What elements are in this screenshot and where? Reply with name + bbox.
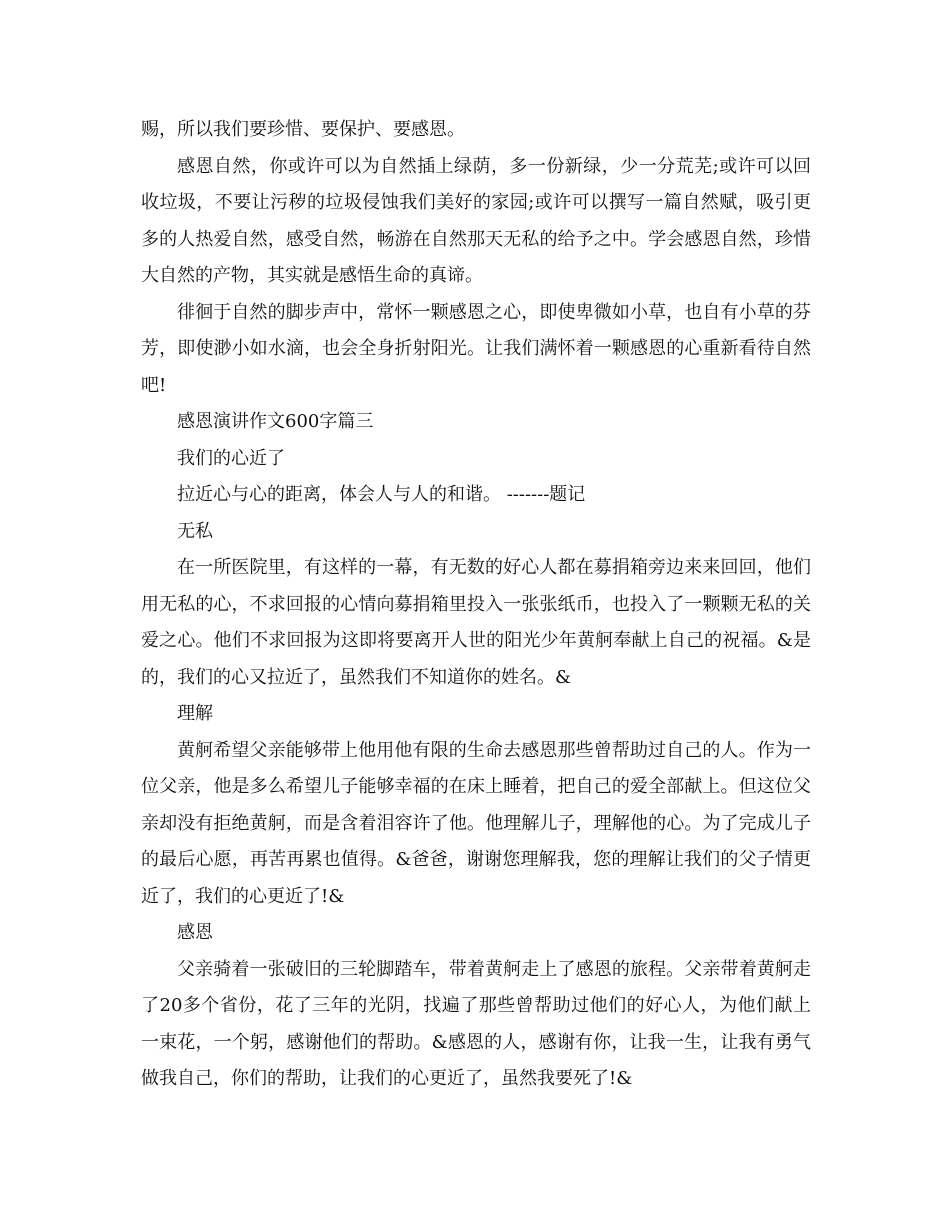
subheading-understanding: 理解 xyxy=(177,703,213,724)
subheading-gratitude: 感恩 xyxy=(177,922,213,943)
document-body xyxy=(141,112,811,1098)
paragraph-gratitude-nature: 感恩自然，你或许可以为自然插上绿荫，多一份新绿，少一分荒芜;或许可以回收垃圾，不要让污秽的垃圾侵蚀我们美好的家园;或许可以撰写一篇自然赋，吸引更多的人热爱自然，感受自然，畅游在自然那天无私的给予之中。学会感恩自然，珍惜大自然的产物，其实就是感悟生命的真谛。 xyxy=(141,155,811,286)
paragraph-journey: 父亲骑着一张破旧的三轮脚踏车，带着黄舸走上了感恩的旅程。父亲带着黄舸走了20多个省份，花了三年的光阴，找遍了那些曾帮助过他们的好心人，为他们献上一束花，一个躬，感谢他们的帮助。&感恩的人，感谢有你，让我一生，让我有勇气做我自己，你们的帮助，让我们的心更近了，虽然我要死了!& xyxy=(141,958,811,1089)
epigraph: 拉近心与心的距离，体会人与人的和谐。 -------题记 xyxy=(177,484,586,505)
paragraph-hospital: 在一所医院里，有这样的一幕，有无数的好心人都在募捐箱旁边来来回回，他们用无私的心，不求回报的心情向募捐箱里投入一张张纸币，也投入了一颗颗无私的关爱之心。他们不求回报为这即将要离开人世的阳光少年黄舸奉献上自己的祝福。&是的，我们的心又拉近了，虽然我们不知道你的姓名。& xyxy=(141,557,811,688)
essay-title: 我们的心近了 xyxy=(177,447,285,469)
paragraph-continuation: 赐，所以我们要珍惜、要保护、要感恩。 xyxy=(141,119,465,140)
subheading-selfless: 无私 xyxy=(177,520,213,542)
section-heading: 感恩演讲作文600字篇三 xyxy=(177,411,374,432)
paragraph-wandering-nature: 徘徊于自然的脚步声中，常怀一颗感恩之心，即使卑微如小草，也自有小草的芬芳，即使渺小如水滴，也会全身折射阳光。让我们满怀着一颗感恩的心重新看待自然吧! xyxy=(141,301,811,396)
paragraph-father: 黄舸希望父亲能够带上他用他有限的生命去感恩那些曾帮助过自己的人。作为一位父亲，他是多么希望儿子能够幸福的在床上睡着，把自己的爱全部献上。但这位父亲却没有拒绝黄舸，而是含着泪容许了他。他理解儿子，理解他的心。为了完成儿子的最后心愿，再苦再累也值得。&爸爸，谢谢您理解我，您的理解让我们的父子情更近了，我们的心更近了!& xyxy=(141,739,811,907)
